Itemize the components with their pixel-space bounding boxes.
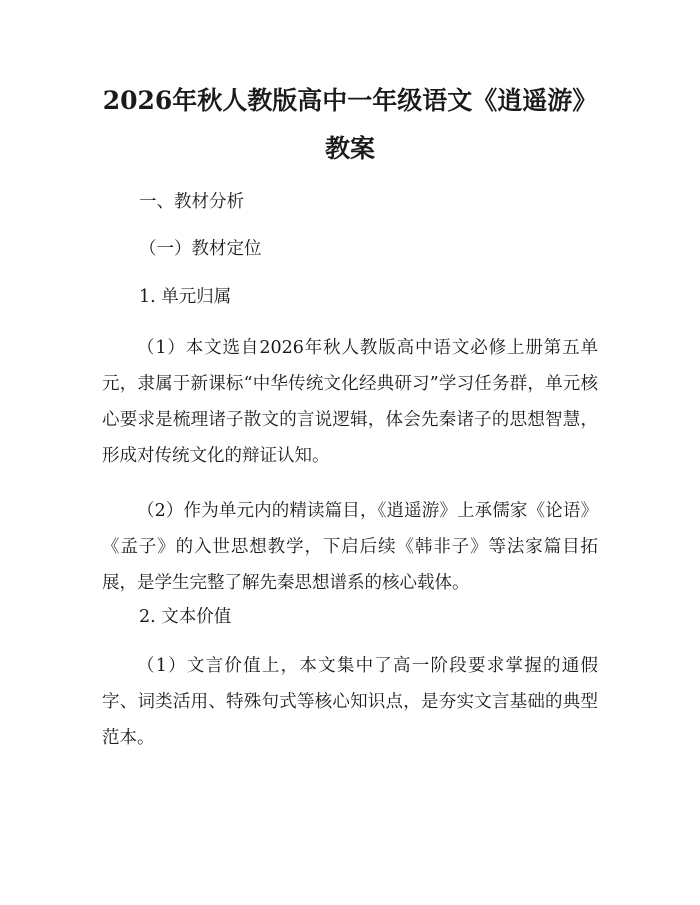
paragraph-unit-source: （1）本文选自2026年秋人教版高中语文必修上册第五单元，隶属于新课标“中华传统文化经典研习”学习任务群，单元核心要求是梳理诸子散文的言说逻辑，体会先秦诸子的思想智慧，形成对传统文化的辩证认知。 bbox=[102, 338, 598, 466]
section-heading-textbook-analysis: 一、教材分析 bbox=[139, 192, 244, 212]
paragraph-classical-chinese-value: （1）文言价值上，本文集中了高一阶段要求掌握的通假字、词类活用、特殊句式等核心知识点，是夯实文言基础的典型范本。 bbox=[102, 656, 598, 748]
paragraph-intensive-reading: （2）作为单元内的精读篇目，《逍遥游》上承儒家《论语》《孟子》的入世思想教学，下启后续《韩非子》等法家篇目拓展，是学生完整了解先秦思想谱系的核心载体。 bbox=[102, 501, 598, 593]
item-heading-unit-affiliation: 1. 单元归属 bbox=[139, 287, 232, 307]
document-title: 2026年秋人教版高中一年级语文《逍遥游》 bbox=[102, 86, 598, 115]
subsection-heading-textbook-positioning: （一）教材定位 bbox=[139, 239, 262, 259]
document-title-continued: 教案 bbox=[324, 134, 375, 163]
item-heading-text-value: 2. 文本价值 bbox=[139, 607, 232, 627]
